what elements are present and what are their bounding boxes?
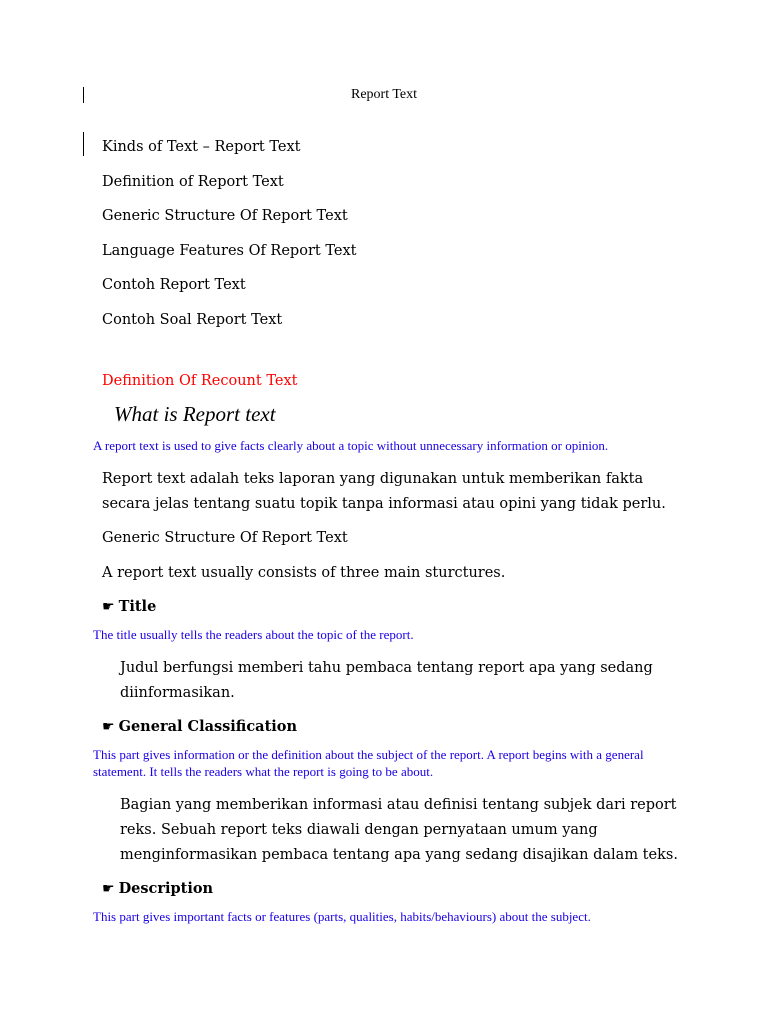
toc-item[interactable]: Contoh Soal Report Text <box>102 311 283 328</box>
section-heading-title <box>102 598 156 615</box>
table-of-contents <box>102 137 356 345</box>
structure-heading: Generic Structure Of Report Text <box>102 530 348 546</box>
section-indonesian: Judul berfungsi memberi tahu pembaca tentang report apa yang sedang diinformasikan. <box>120 660 653 701</box>
toc-item[interactable]: Language Features Of Report Text <box>102 242 357 259</box>
section-english: This part gives important facts or features (parts, qualities, habits/behaviours) about the subject. <box>93 909 591 924</box>
definition-english: A report text is used to give facts clearly about a topic without unnecessary information or opinion. <box>93 438 609 453</box>
pointing-hand-icon: ☛ <box>102 880 115 897</box>
structure-intro: A report text usually consists of three main sturctures. <box>102 565 506 581</box>
section-title-label: Title <box>118 598 157 615</box>
page-header-title: Report Text <box>350 87 418 102</box>
what-is-heading: What is Report text <box>114 402 276 426</box>
section-indonesian: Bagian yang memberikan informasi atau definisi tentang subjek dari report reks. Sebuah report teks diawali dengan pernyataan umum yang menginformasikan pembaca tentang apa yang sedang disajikan dalam teks. <box>120 797 678 863</box>
definition-indonesian: Report text adalah teks laporan yang digunakan untuk memberikan fakta secara jelas tentang suatu topik tanpa informasi atau opini yang tidak perlu. <box>102 471 666 512</box>
toc-item[interactable]: Kinds of Text – Report Text <box>102 139 301 155</box>
pointing-hand-icon: ☛ <box>102 718 115 735</box>
toc-item[interactable]: Generic Structure Of Report Text <box>102 208 348 225</box>
section-heading-description <box>102 880 213 897</box>
section-english: The title usually tells the readers about the topic of the report. <box>93 627 414 642</box>
section-title-label: Description <box>118 880 214 897</box>
definition-heading: Definition Of Recount Text <box>102 373 298 389</box>
pointing-hand-icon: ☛ <box>102 598 115 615</box>
section-heading-general-classification <box>102 718 297 735</box>
toc-item[interactable]: Contoh Report Text <box>102 277 246 294</box>
section-english: This part gives information or the definition about the subject of the report. A report begins with a general statement. It tells the readers what the report is going to be about. <box>93 747 644 779</box>
section-title-label: General Classification <box>118 718 297 735</box>
toc-item[interactable]: Definition of Report Text <box>102 173 284 190</box>
text-cursor <box>83 132 84 156</box>
